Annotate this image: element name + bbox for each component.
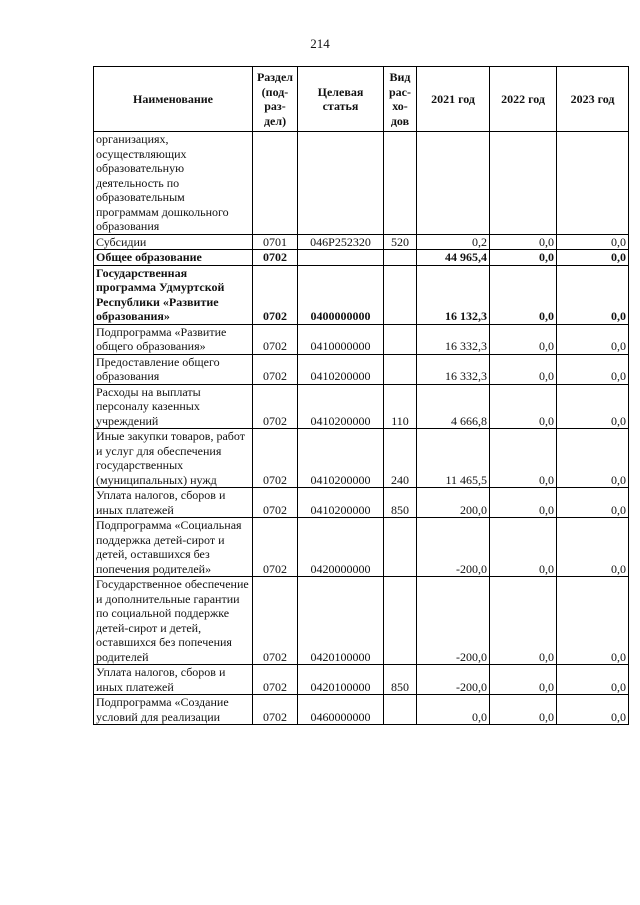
cell-2023: 0,0 — [557, 665, 629, 695]
cell-kind: 850 — [384, 488, 417, 518]
table-row — [94, 250, 629, 266]
cell-2022: 0,0 — [490, 250, 557, 266]
cell-name: Иные закупки товаров, работ и услуг для обеспечения государственных (муниципальных) нужд — [94, 429, 253, 488]
cell-name: Уплата налогов, сборов и иных платежей — [94, 488, 253, 518]
cell-section: 0702 — [253, 265, 298, 324]
cell-2021: 16 332,3 — [417, 324, 490, 354]
cell-name: Расходы на выплаты персоналу казенных учреждений — [94, 384, 253, 429]
cell-name: Государственное обеспечение и дополнительные гарантии по социальной поддержке детей-сирот и детей, оставшихся без попечения родителей — [94, 577, 253, 665]
cell-name: Подпрограмма «Социальная поддержка детей-сирот и детей, оставшихся без попечения родителей» — [94, 518, 253, 577]
table-row — [94, 665, 629, 695]
cell-target: 0410000000 — [298, 324, 384, 354]
cell-target: 0400000000 — [298, 265, 384, 324]
cell-2022: 0,0 — [490, 665, 557, 695]
cell-2022: 0,0 — [490, 384, 557, 429]
cell-kind — [384, 354, 417, 384]
cell-kind: 110 — [384, 384, 417, 429]
cell-name: Уплата налогов, сборов и иных платежей — [94, 665, 253, 695]
table-row — [94, 234, 629, 250]
cell-kind: 240 — [384, 429, 417, 488]
cell-2021: -200,0 — [417, 665, 490, 695]
cell-kind — [384, 518, 417, 577]
cell-2023: 0,0 — [557, 518, 629, 577]
cell-target — [298, 250, 384, 266]
cell-2022: 0,0 — [490, 234, 557, 250]
cell-section: 0702 — [253, 384, 298, 429]
cell-section: 0702 — [253, 577, 298, 665]
cell-2022: 0,0 — [490, 429, 557, 488]
cell-2022: 0,0 — [490, 324, 557, 354]
cell-section: 0702 — [253, 354, 298, 384]
table-row — [94, 577, 629, 665]
cell-target: 0460000000 — [298, 695, 384, 725]
cell-2023: 0,0 — [557, 429, 629, 488]
cell-2022: 0,0 — [490, 488, 557, 518]
cell-2022: 0,0 — [490, 354, 557, 384]
cell-2022: 0,0 — [490, 695, 557, 725]
header-2022: 2022 год — [490, 67, 557, 132]
table-row — [94, 324, 629, 354]
cell-kind — [384, 250, 417, 266]
cell-2021: 4 666,8 — [417, 384, 490, 429]
cell-section: 0702 — [253, 695, 298, 725]
cell-kind — [384, 324, 417, 354]
cell-2021: 11 465,5 — [417, 429, 490, 488]
cell-target: 0420100000 — [298, 577, 384, 665]
header-section: Раздел (под-раз-дел) — [253, 67, 298, 132]
cell-name: Общее образование — [94, 250, 253, 266]
cell-2021: -200,0 — [417, 518, 490, 577]
cell-2023: 0,0 — [557, 488, 629, 518]
cell-2021: 0,2 — [417, 234, 490, 250]
cell-kind — [384, 265, 417, 324]
cell-target: 0410200000 — [298, 384, 384, 429]
cell-target: 046P252320 — [298, 234, 384, 250]
page-number: 214 — [310, 36, 330, 51]
cell-section: 0702 — [253, 488, 298, 518]
cell-section: 0702 — [253, 324, 298, 354]
cell-2023: 0,0 — [557, 234, 629, 250]
cell-2023: 0,0 — [557, 354, 629, 384]
table-row — [94, 695, 629, 725]
header-2023: 2023 год — [557, 67, 629, 132]
cell-kind — [384, 577, 417, 665]
cell-section: 0702 — [253, 250, 298, 266]
cell-2022: 0,0 — [490, 265, 557, 324]
cell-name: Подпрограмма «Создание условий для реализации — [94, 695, 253, 725]
cell-name: организациях, осуществляющих образовательную деятельность по образовательным программам дошкольного образования — [94, 132, 253, 235]
header-name: Наименование — [94, 67, 253, 132]
cell-2023 — [557, 132, 629, 235]
cell-target: 0410200000 — [298, 429, 384, 488]
cell-target: 0420100000 — [298, 665, 384, 695]
cell-2022: 0,0 — [490, 577, 557, 665]
cell-name: Подпрограмма «Развитие общего образования» — [94, 324, 253, 354]
cell-2021: 44 965,4 — [417, 250, 490, 266]
cell-target: 0410200000 — [298, 354, 384, 384]
cell-2021: -200,0 — [417, 577, 490, 665]
table-row — [94, 384, 629, 429]
cell-target — [298, 132, 384, 235]
cell-2023: 0,0 — [557, 577, 629, 665]
header-row — [94, 67, 629, 132]
cell-section — [253, 132, 298, 235]
cell-2023: 0,0 — [557, 695, 629, 725]
cell-name: Субсидии — [94, 234, 253, 250]
cell-2023: 0,0 — [557, 265, 629, 324]
cell-2021: 200,0 — [417, 488, 490, 518]
cell-2023: 0,0 — [557, 384, 629, 429]
cell-target: 0420000000 — [298, 518, 384, 577]
budget-table — [93, 66, 629, 725]
table-row — [94, 265, 629, 324]
cell-kind — [384, 695, 417, 725]
cell-2021: 16 332,3 — [417, 354, 490, 384]
cell-kind — [384, 132, 417, 235]
cell-section: 0702 — [253, 665, 298, 695]
cell-kind: 850 — [384, 665, 417, 695]
header-2021: 2021 год — [417, 67, 490, 132]
cell-2023: 0,0 — [557, 324, 629, 354]
cell-name: Предоставление общего образования — [94, 354, 253, 384]
table-row — [94, 132, 629, 235]
table-row — [94, 488, 629, 518]
table-row — [94, 429, 629, 488]
cell-2021: 16 132,3 — [417, 265, 490, 324]
cell-section: 0702 — [253, 429, 298, 488]
cell-2021 — [417, 132, 490, 235]
cell-2022: 0,0 — [490, 518, 557, 577]
cell-section: 0701 — [253, 234, 298, 250]
table-row — [94, 354, 629, 384]
header-target: Целевая статья — [298, 67, 384, 132]
cell-2022 — [490, 132, 557, 235]
table-row — [94, 518, 629, 577]
cell-2023: 0,0 — [557, 250, 629, 266]
cell-name: Государственная программа Удмуртской Республики «Развитие образования» — [94, 265, 253, 324]
cell-target: 0410200000 — [298, 488, 384, 518]
cell-kind: 520 — [384, 234, 417, 250]
cell-section: 0702 — [253, 518, 298, 577]
cell-2021: 0,0 — [417, 695, 490, 725]
header-kind: Вид рас-хо-дов — [384, 67, 417, 132]
